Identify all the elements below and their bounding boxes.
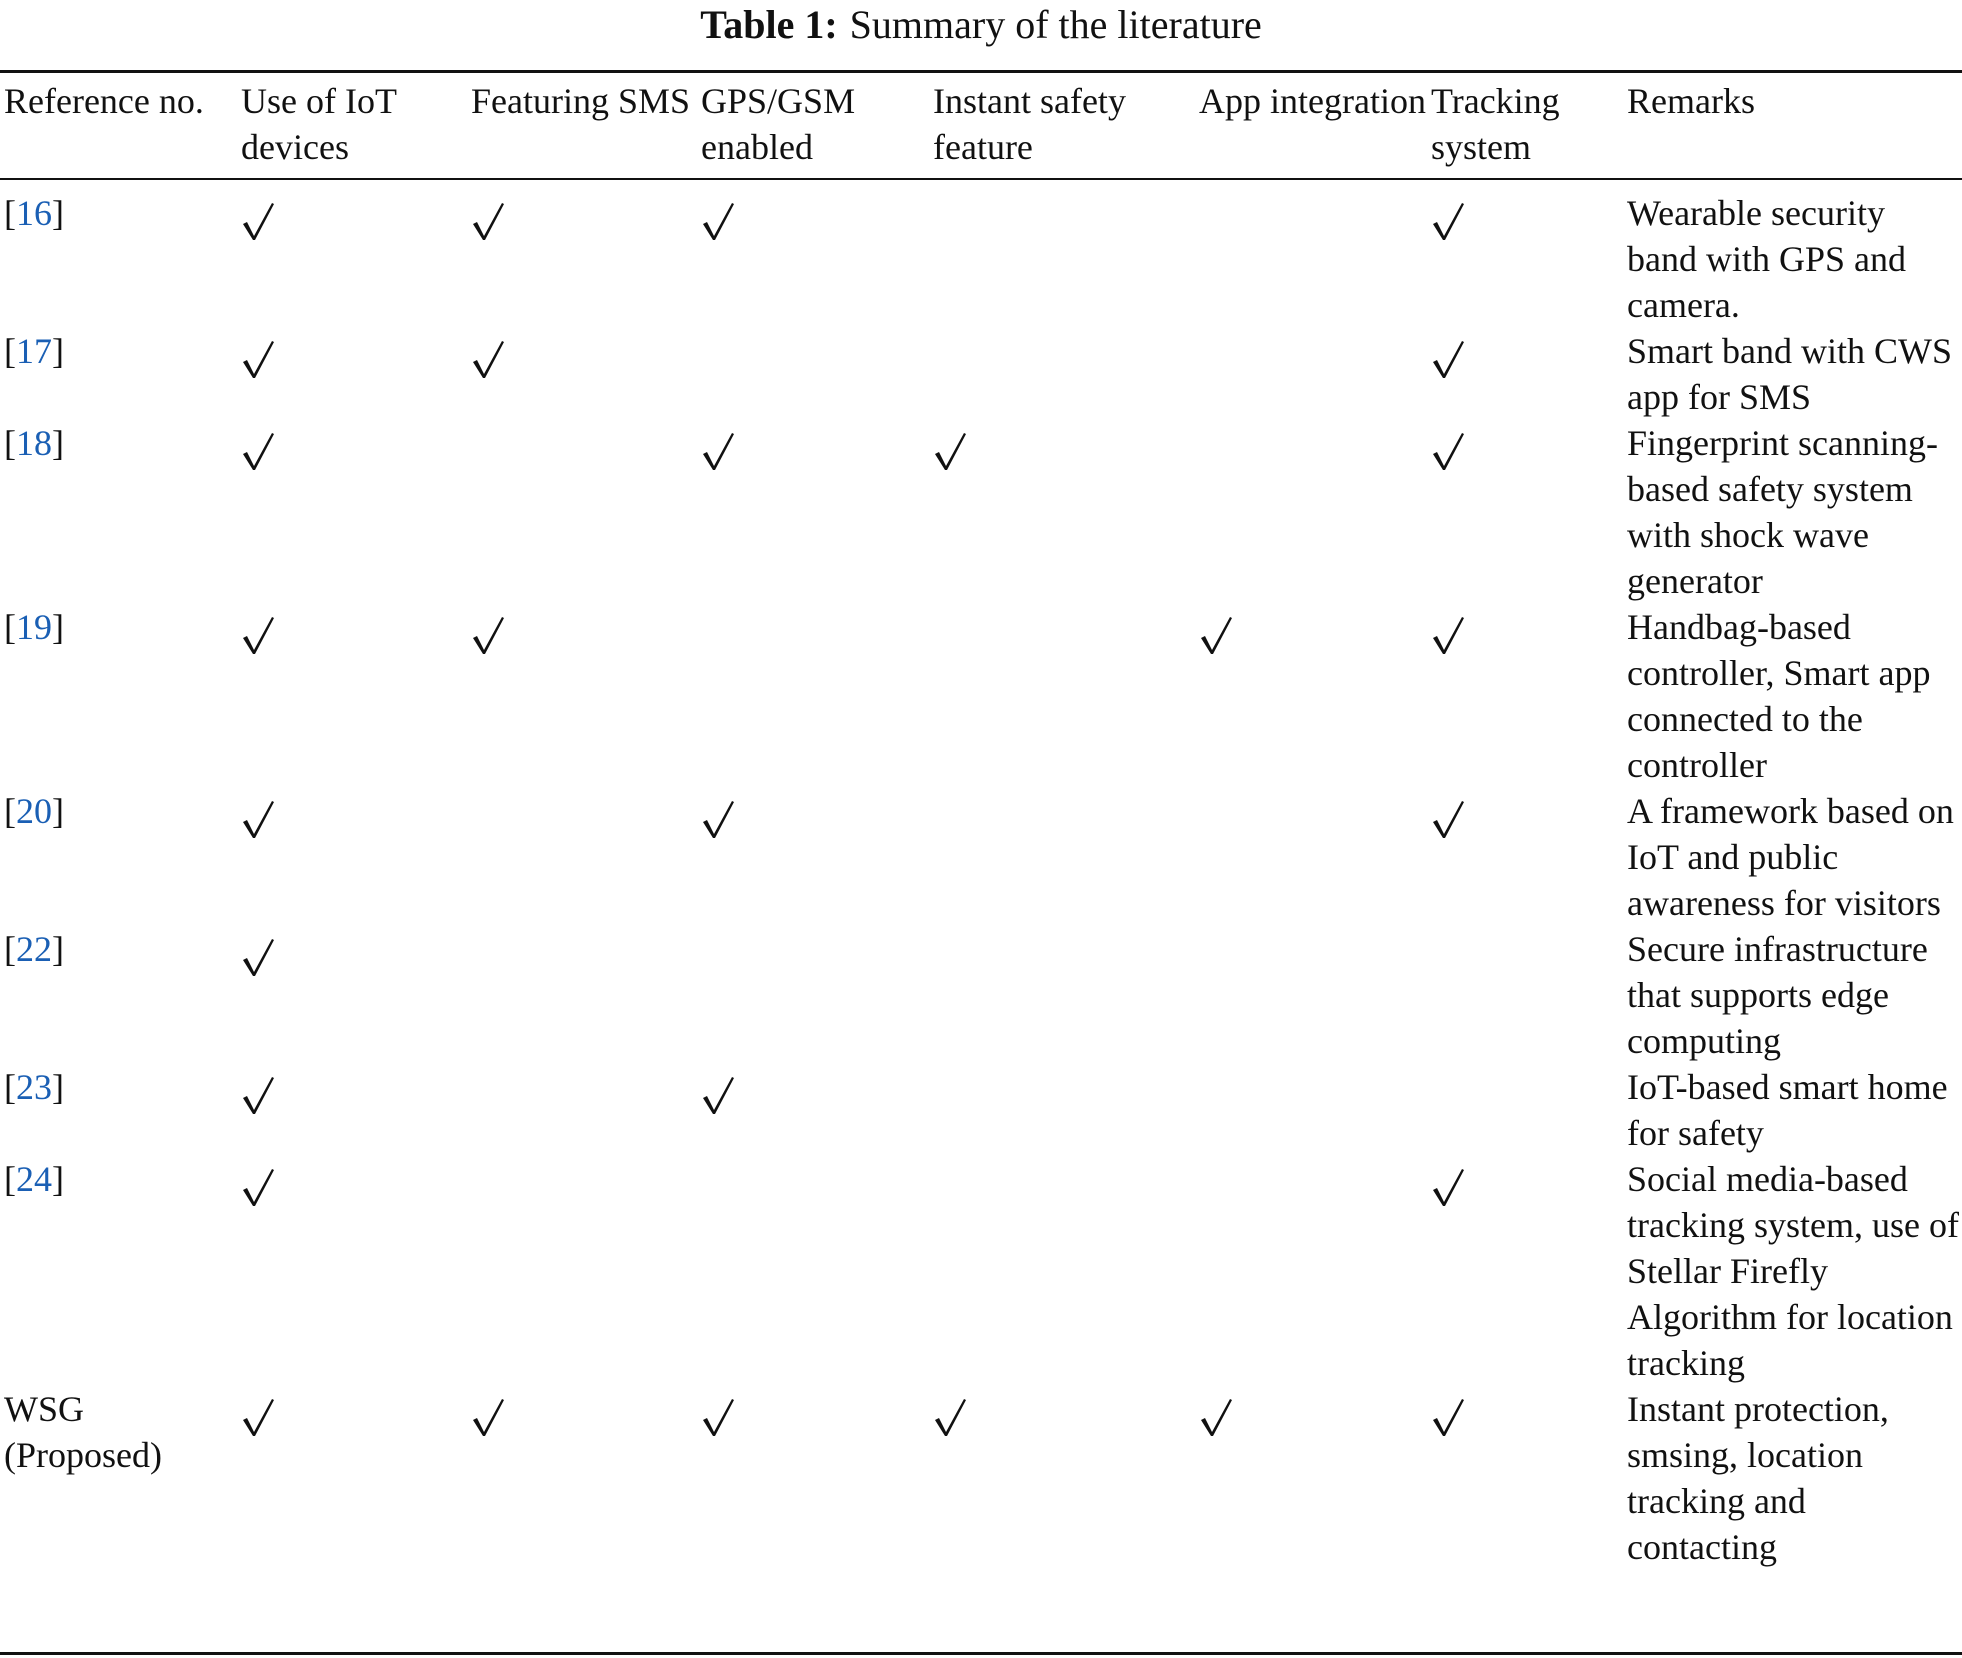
table-row [0, 178, 1962, 328]
feature-cell-tracking [1427, 1156, 1623, 1386]
table-row [0, 926, 1962, 1064]
table-row [0, 420, 1962, 604]
table-row [0, 1386, 1962, 1570]
reference-label: WSG (Proposed) [4, 1389, 162, 1475]
check-mark-icon [241, 1396, 275, 1438]
reference-link[interactable]: 24 [16, 1159, 52, 1199]
remarks-cell: IoT-based smart home for safety [1627, 1067, 1948, 1153]
feature-cell-app [1195, 1064, 1427, 1156]
check-mark-icon [1431, 430, 1465, 472]
feature-cell-sms [467, 420, 697, 604]
feature-cell-instant [929, 1064, 1195, 1156]
check-mark-icon [241, 338, 275, 380]
check-mark-icon [1431, 1166, 1465, 1208]
feature-cell-app [1195, 328, 1427, 420]
feature-cell-instant [929, 328, 1195, 420]
check-mark-icon [1431, 614, 1465, 656]
feature-cell-app [1195, 788, 1427, 926]
feature-cell-tracking [1427, 788, 1623, 926]
remarks-cell: Instant protection, smsing, location tracking and contacting [1627, 1389, 1889, 1567]
feature-cell-sms [467, 788, 697, 926]
col-header-gps: GPS/GSM enabled [701, 81, 856, 167]
feature-cell-gps [697, 1064, 929, 1156]
check-mark-icon [241, 936, 275, 978]
check-mark-icon [241, 200, 275, 242]
check-mark-icon [471, 614, 505, 656]
feature-cell-app [1195, 178, 1427, 328]
col-header-reference: Reference no. [4, 81, 204, 121]
feature-cell-gps [697, 178, 929, 328]
feature-cell-iot [237, 328, 467, 420]
remarks-cell: Smart band with CWS app for SMS [1627, 331, 1952, 417]
feature-cell-iot [237, 1156, 467, 1386]
feature-cell-sms [467, 1064, 697, 1156]
feature-cell-gps [697, 604, 929, 788]
check-mark-icon [1431, 338, 1465, 380]
reference-cell: [23] [4, 1067, 64, 1107]
check-mark-icon [1431, 200, 1465, 242]
check-mark-icon [241, 1074, 275, 1116]
check-mark-icon [241, 1166, 275, 1208]
check-mark-icon [933, 1396, 967, 1438]
check-mark-icon [701, 798, 735, 840]
check-mark-icon [241, 614, 275, 656]
feature-cell-instant [929, 1156, 1195, 1386]
reference-cell: [16] [4, 193, 64, 233]
feature-cell-app [1195, 926, 1427, 1064]
feature-cell-app [1195, 1386, 1427, 1570]
table-row [0, 1064, 1962, 1156]
reference-cell: [22] [4, 929, 64, 969]
reference-link[interactable]: 19 [16, 607, 52, 647]
reference-cell: [20] [4, 791, 64, 831]
feature-cell-tracking [1427, 178, 1623, 328]
col-header-tracking: Tracking system [1431, 81, 1560, 167]
remarks-cell: Fingerprint scanning-based safety system with shock wave generator [1627, 423, 1938, 601]
col-header-sms: Featuring SMS [471, 81, 691, 121]
check-mark-icon [1431, 798, 1465, 840]
reference-link[interactable]: 16 [16, 193, 52, 233]
feature-cell-sms [467, 926, 697, 1064]
col-header-instant-safety: Instant safety feature [933, 81, 1126, 167]
feature-cell-instant [929, 1386, 1195, 1570]
feature-cell-tracking [1427, 328, 1623, 420]
reference-link[interactable]: 18 [16, 423, 52, 463]
table-body [0, 178, 1962, 1570]
remarks-cell: A framework based on IoT and public awareness for visitors [1627, 791, 1954, 923]
feature-cell-instant [929, 420, 1195, 604]
feature-cell-app [1195, 420, 1427, 604]
feature-cell-iot [237, 604, 467, 788]
check-mark-icon [1199, 614, 1233, 656]
reference-cell: [19] [4, 607, 64, 647]
feature-cell-instant [929, 926, 1195, 1064]
feature-cell-iot [237, 420, 467, 604]
reference-cell: [18] [4, 423, 64, 463]
table-row [0, 604, 1962, 788]
check-mark-icon [933, 430, 967, 472]
col-header-app-integration: App integration [1199, 81, 1426, 121]
check-mark-icon [241, 798, 275, 840]
feature-cell-gps [697, 1156, 929, 1386]
check-mark-icon [701, 200, 735, 242]
feature-cell-instant [929, 178, 1195, 328]
feature-cell-instant [929, 604, 1195, 788]
check-mark-icon [471, 338, 505, 380]
col-header-remarks: Remarks [1627, 81, 1755, 121]
feature-cell-gps [697, 328, 929, 420]
reference-link[interactable]: 20 [16, 791, 52, 831]
check-mark-icon [701, 430, 735, 472]
feature-cell-sms [467, 1156, 697, 1386]
feature-cell-tracking [1427, 420, 1623, 604]
reference-link[interactable]: 22 [16, 929, 52, 969]
table-label: Table 1: [700, 2, 838, 47]
feature-cell-gps [697, 788, 929, 926]
reference-link[interactable]: 23 [16, 1067, 52, 1107]
feature-cell-instant [929, 788, 1195, 926]
remarks-cell: Wearable security band with GPS and camera. [1627, 193, 1906, 325]
bottom-rule [0, 1652, 1962, 1655]
feature-cell-tracking [1427, 604, 1623, 788]
feature-cell-gps [697, 1386, 929, 1570]
feature-cell-gps [697, 420, 929, 604]
feature-cell-tracking [1427, 926, 1623, 1064]
check-mark-icon [471, 1396, 505, 1438]
feature-cell-iot [237, 1386, 467, 1570]
feature-cell-iot [237, 926, 467, 1064]
remarks-cell: Social media-based tracking system, use of Stellar Firefly Algorithm for location tracking [1627, 1159, 1959, 1383]
feature-cell-gps [697, 926, 929, 1064]
col-header-iot: Use of IoT devices [241, 81, 397, 167]
check-mark-icon [701, 1074, 735, 1116]
remarks-cell: Handbag-based controller, Smart app connected to the controller [1627, 607, 1931, 785]
feature-cell-app [1195, 1156, 1427, 1386]
check-mark-icon [1431, 1396, 1465, 1438]
reference-cell [0, 1386, 237, 1570]
feature-cell-tracking [1427, 1386, 1623, 1570]
table-caption [0, 0, 1962, 50]
table-title: Summary of the literature [849, 2, 1262, 47]
feature-cell-iot [237, 1064, 467, 1156]
reference-cell: [24] [4, 1159, 64, 1199]
feature-cell-sms [467, 604, 697, 788]
feature-cell-sms [467, 1386, 697, 1570]
table-row [0, 328, 1962, 420]
check-mark-icon [701, 1396, 735, 1438]
literature-summary-table [0, 72, 1962, 1570]
feature-cell-iot [237, 788, 467, 926]
reference-link[interactable]: 17 [16, 331, 52, 371]
check-mark-icon [241, 430, 275, 472]
table-row [0, 788, 1962, 926]
feature-cell-iot [237, 178, 467, 328]
feature-cell-tracking [1427, 1064, 1623, 1156]
table-row [0, 1156, 1962, 1386]
check-mark-icon [471, 200, 505, 242]
feature-cell-sms [467, 328, 697, 420]
feature-cell-sms [467, 178, 697, 328]
header-row [0, 72, 1962, 178]
remarks-cell: Secure infrastructure that supports edge computing [1627, 929, 1928, 1061]
check-mark-icon [1199, 1396, 1233, 1438]
reference-cell: [17] [4, 331, 64, 371]
feature-cell-app [1195, 604, 1427, 788]
